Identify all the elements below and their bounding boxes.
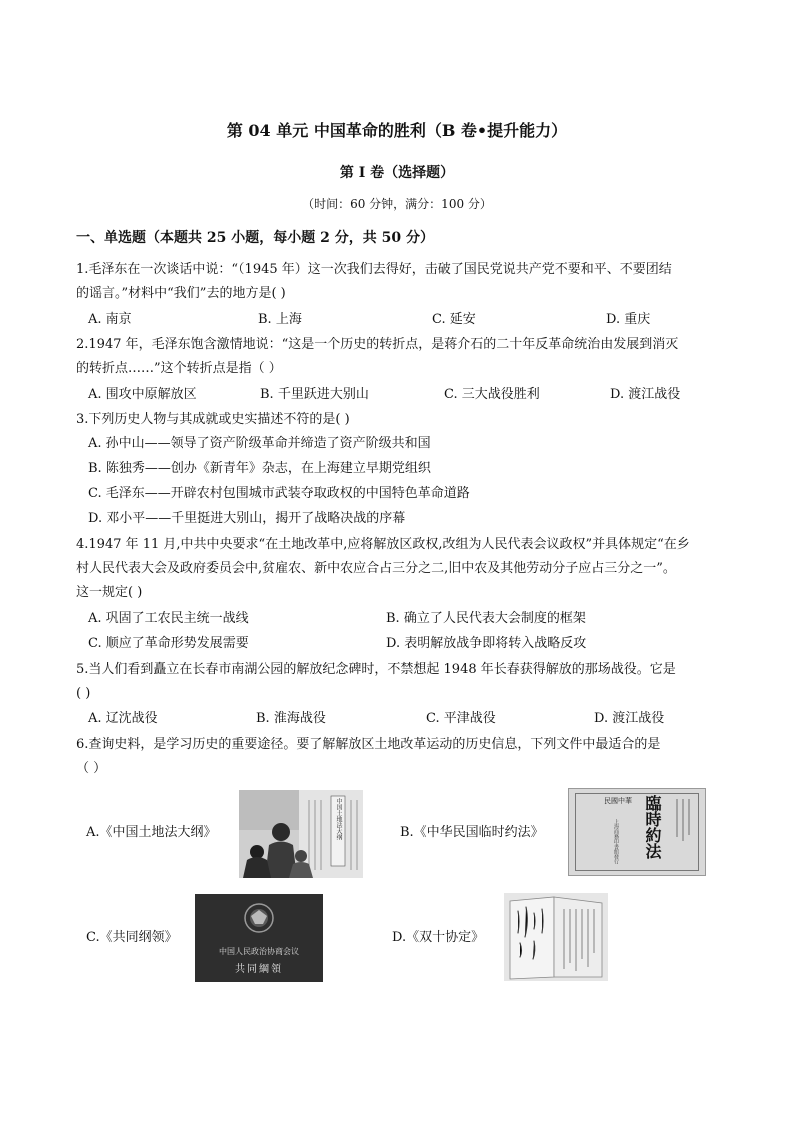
cover-line-2: 共同綱領 bbox=[235, 964, 283, 975]
q4-option-c[interactable]: C. 顺应了革命形势发展需要 bbox=[88, 636, 249, 651]
q3-option-b[interactable]: B. 陈独秀——创办《新青年》杂志，在上海建立早期党组织 bbox=[88, 461, 431, 476]
q5-option-d[interactable]: D. 渡江战役 bbox=[594, 711, 665, 726]
question-6-stem: 6.查询史料，是学习历史的重要途径。要了解解放区土地改革运动的历史信息，下列文件中最适合的是 （ ） bbox=[76, 737, 661, 776]
q2-option-a[interactable]: A. 围攻中原解放区 bbox=[88, 387, 197, 402]
exam-time-info: （时间：60 分钟，满分：100 分） bbox=[302, 197, 492, 211]
question-5-options bbox=[88, 707, 718, 731]
q1-option-b[interactable]: B. 上海 bbox=[258, 312, 302, 327]
doc-small-heading: 民國中華 bbox=[604, 797, 632, 805]
question-4-stem: 4.1947 年 11 月,中共中央要求“在土地改革中,应将解放区政权,改组为人民代表会议政权”并具体规定“在乡 村人民代表大会及政府委员会中,贫雇农、新中农应合占三分之二,旧中农及其他劳动分子应占三分之一”。 这一规定( ) bbox=[76, 537, 690, 600]
question-4-options-row2 bbox=[88, 632, 718, 656]
photo-double-ten-agreement bbox=[504, 893, 608, 981]
photo-provisional-constitution bbox=[568, 788, 706, 876]
q6-option-c[interactable]: C.《共同纲领》 bbox=[86, 930, 178, 945]
q2-option-c[interactable]: C. 三大战役胜利 bbox=[444, 387, 540, 402]
photo-land-law-outline bbox=[239, 790, 363, 878]
doc-side-text bbox=[673, 797, 693, 867]
q6-option-a[interactable]: A.《中国土地法大纲》 bbox=[86, 825, 217, 840]
exam-subtitle: 第 I 卷（选择题） bbox=[339, 165, 455, 181]
q4-option-d[interactable]: D. 表明解放战争即将转入战略反攻 bbox=[386, 636, 587, 651]
question-1-options bbox=[88, 308, 718, 332]
section-title: 一、单选题（本题共 25 小题，每小题 2 分，共 50 分） bbox=[76, 230, 434, 246]
question-1-stem: 1.毛泽东在一次谈话中说：“（1945 年）这一次我们去得好，击破了国民党说共产党不要和平、不要团结 的谣言。”材料中“我们”去的地方是( ) bbox=[76, 262, 672, 301]
question-2-stem: 2.1947 年，毛泽东饱含激情地说：“这是一个历史的转折点，是蒋介石的二十年反革命统治由发展到消灭 的转折点……”这个转折点是指（ ） bbox=[76, 337, 679, 376]
q2-option-b[interactable]: B. 千里跃进大别山 bbox=[260, 387, 369, 402]
question-3-stem: 3.下列历史人物与其成就或史实描述不符的是( ) bbox=[76, 412, 350, 427]
q5-option-b[interactable]: B. 淮海战役 bbox=[256, 711, 326, 726]
q3-option-d[interactable]: D. 邓小平——千里挺进大别山，揭开了战略决战的序幕 bbox=[88, 511, 406, 526]
question-4-options-row1 bbox=[88, 607, 718, 631]
q6-option-b[interactable]: B.《中华民国临时约法》 bbox=[400, 825, 544, 840]
q5-option-a[interactable]: A. 辽沈战役 bbox=[88, 711, 158, 726]
photo-a-caption: 中国土地法大纲 bbox=[335, 798, 342, 840]
doc-big-title: 臨時約法 bbox=[643, 795, 662, 859]
q4-option-a[interactable]: A. 巩固了工农民主统一战线 bbox=[88, 611, 249, 626]
q1-option-c[interactable]: C. 延安 bbox=[432, 312, 476, 327]
exam-title: 第 04 单元 中国革命的胜利（B 卷•提升能力） bbox=[226, 121, 568, 140]
cover-line-1: 中国人民政治协商会议 bbox=[219, 947, 299, 956]
q3-option-c[interactable]: C. 毛泽东——开辟农村包围城市武装夺取政权的中国特色革命道路 bbox=[88, 486, 470, 501]
q6-option-d[interactable]: D.《双十协定》 bbox=[392, 930, 485, 945]
q1-option-a[interactable]: A. 南京 bbox=[88, 312, 132, 327]
photo-common-program bbox=[195, 894, 323, 982]
q3-option-a[interactable]: A. 孙中山——领导了资产阶级革命并缔造了资产阶级共和国 bbox=[88, 436, 431, 451]
q2-option-d[interactable]: D. 渡江战役 bbox=[610, 387, 681, 402]
q5-option-c[interactable]: C. 平津战役 bbox=[426, 711, 496, 726]
question-2-options bbox=[88, 383, 718, 407]
q1-option-d[interactable]: D. 重庆 bbox=[606, 312, 651, 327]
q4-option-b[interactable]: B. 确立了人民代表大会制度的框架 bbox=[386, 611, 586, 626]
question-5-stem: 5.当人们看到矗立在长春市南湖公园的解放纪念碑时，不禁想起 1948 年长春获得解放的那场战役。它是 ( ) bbox=[76, 662, 676, 701]
doc-publisher: 上海商務印書館發行 bbox=[613, 819, 619, 864]
